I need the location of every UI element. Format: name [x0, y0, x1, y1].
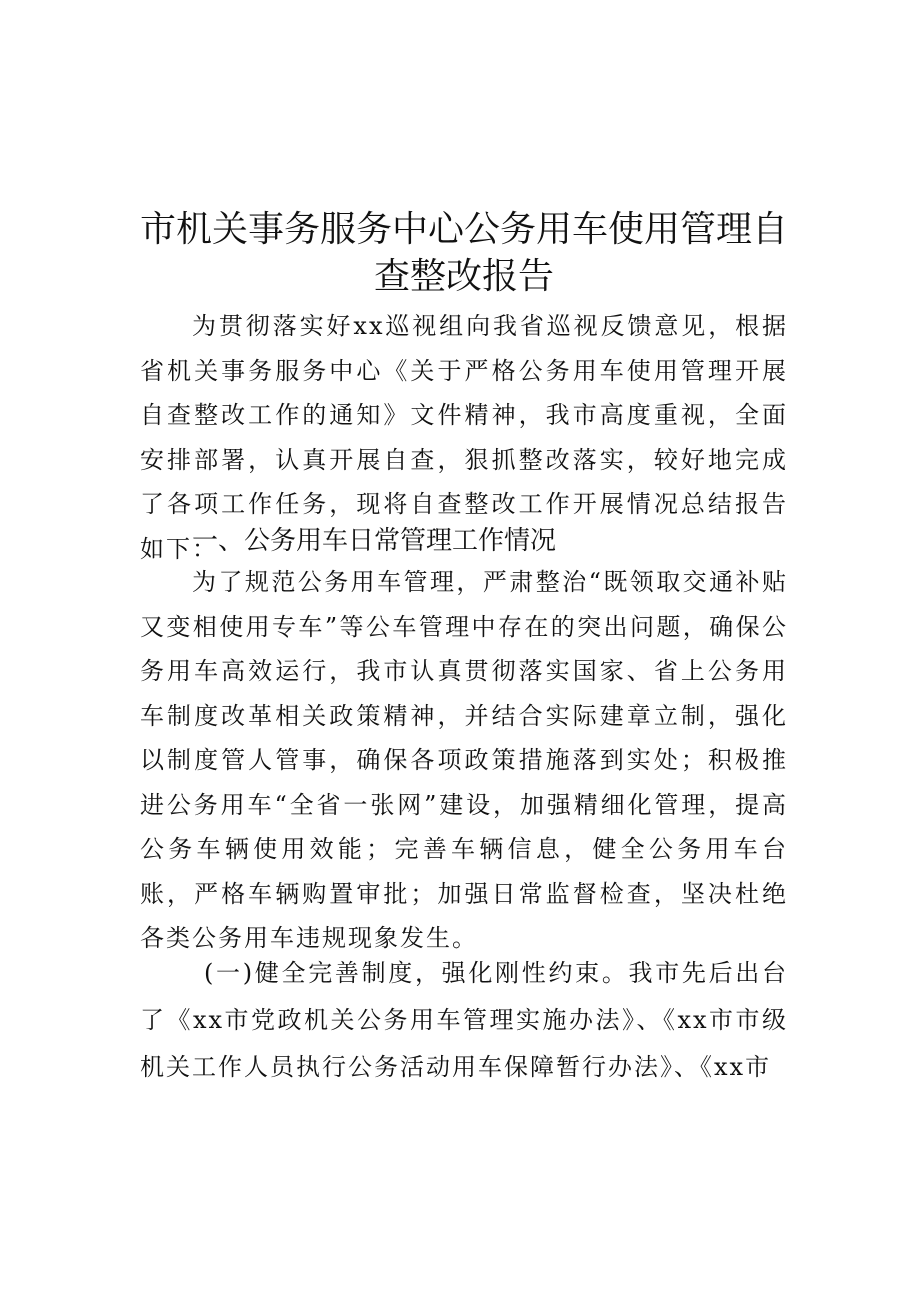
- subsection-1-paragraph: (一)健全完善制度，强化刚性约束。我市先后出台了《xx市党政机关公务用车管理实施办法》、《xx市市级机关工作人员执行公务活动用车保障暂行办法》、《xx市: [140, 959, 788, 1081]
- intro-paragraph: 为贯彻落实好xx巡视组向我省巡视反馈意见，根据省机关事务服务中心《关于严格公务用车使用管理开展自查整改工作的通知》文件精神，我市高度重视，全面安排部署，认真开展自查，狠抓整改落实，较好地完成了各项工作任务，现将自查整改工作开展情况总结报告如下：: [140, 312, 788, 563]
- section-1-heading: 一、公务用车日常管理工作情况: [192, 526, 557, 556]
- document-title-line-2: 查整改报告: [373, 256, 554, 297]
- section-1-paragraph: 为了规范公务用车管理，严肃整治“既领取交通补贴又变相使用专车”等公车管理中存在的突出问题，确保公务用车高效运行，我市认真贯彻落实国家、省上公务用车制度改革相关政策精神，并结合实际建章立制，强化以制度管人管事，确保各项政策措施落到实处；积极推进公务用车“全省一张网”建设，加强精细化管理，提高公务车辆使用效能；完善车辆信息，健全公务用车台账，严格车辆购置审批；加强日常监督检查，坚决杜绝各类公务用车违规现象发生。: [140, 568, 788, 952]
- document-title-line-1: 市机关事务服务中心公务用车使用管理自: [140, 209, 789, 250]
